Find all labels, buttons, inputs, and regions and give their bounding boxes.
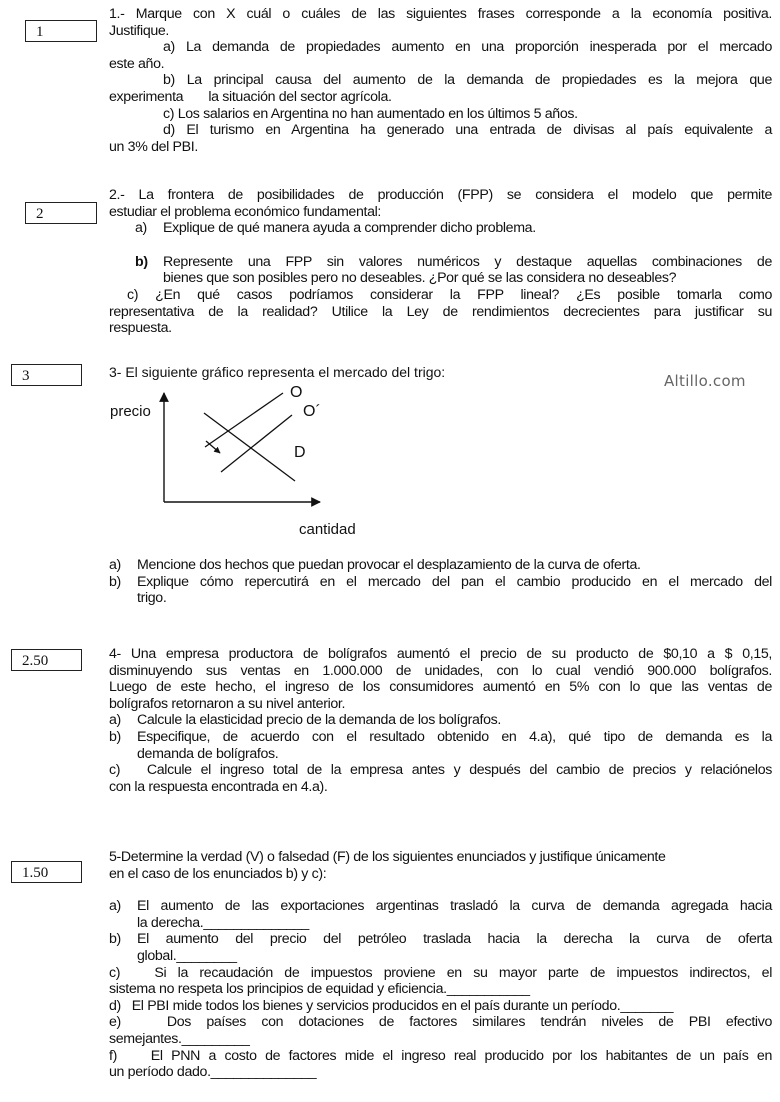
q5-item-a-text: El aumento de las exportaciones argentinas trasladó la curva de demanda agregada hacia — [137, 898, 772, 915]
q5-intro: 5-Determine la verdad (V) o falsedad (F) de los siguientes enunciados y justifique únicamente — [109, 849, 666, 865]
supply-demand-graph — [100, 370, 380, 545]
q5-item-b — [109, 931, 772, 964]
q5-item-b-answer-blank[interactable]: global.________ — [137, 947, 237, 964]
q5-item-f: f) El PNN a costo de factores mide el ingreso real producido por los habitantes de un país en — [109, 1047, 772, 1064]
question-4 — [109, 646, 772, 795]
q4-item-a-text: Calcule la elasticidad precio de la demanda de los bolígrafos. — [137, 712, 501, 729]
q3-intro: 3- El siguiente gráfico representa el mercado del trigo: — [109, 364, 446, 380]
q1-intro: 1.- Marque con X cuál o cuáles de las siguientes frases corresponde a la economía positiva. — [109, 6, 772, 22]
q4-intro: 4- Una empresa productora de bolígrafos aumentó el precio de su producto de $0,10 a $ 0,15, — [109, 646, 772, 662]
supply-curve-o — [205, 393, 283, 447]
curve-label-d: D — [294, 444, 306, 461]
score-box-q5[interactable]: 1.50 — [11, 861, 82, 883]
q4-item-b — [109, 729, 772, 762]
q1-option-b: b) La principal causa del aumento de la demanda de propiedades es la mejora que — [163, 72, 772, 89]
q5-item-e: e) Dos países con dotaciones de factores similares tendrán niveles de PBI efectivo — [109, 1014, 772, 1031]
q2-intro-cont: estudiar el problema económico fundamental: — [109, 203, 382, 220]
q2-item-c: c) ¿En qué casos podríamos considerar la FPP lineal? ¿Es posible tomarla como — [127, 286, 772, 303]
q5-item-c-answer-blank[interactable]: sistema no respeta los principios de equidad y eficiencia.___________ — [109, 981, 530, 998]
q2-item-b-text: Represente una FPP sin valores numéricos y destaque aquellas combinaciones de — [163, 253, 772, 270]
q3-item-b — [109, 574, 772, 607]
q2-item-b-text-cont: bienes que son posibles pero no deseables. ¿Por qué se las considera no deseables? — [163, 270, 677, 287]
q2-item-a-label: a) — [135, 220, 147, 237]
q1-intro-cont: Justifique. — [109, 22, 170, 39]
q4-item-a-label: a) — [109, 712, 121, 729]
score-box-q3[interactable]: 3 — [11, 364, 82, 386]
q1-option-d-cont: un 3% del PBI. — [109, 138, 198, 155]
q1-option-c: c) Los salarios en Argentina no han aumentado en los últimos 5 años. — [163, 105, 578, 122]
q3-item-b-label: b) — [109, 573, 121, 590]
q5-item-d[interactable]: d) El PBI mide todos los bienes y servicios producidos en el país durante un período._______ — [109, 997, 674, 1014]
curve-label-o-prime: O´ — [303, 403, 321, 420]
x-axis-label: cantidad — [299, 521, 356, 538]
q5-item-f-answer-blank[interactable]: un período dado.______________ — [109, 1064, 317, 1081]
q1-option-b-cont: experimenta la situación del sector agrícola. — [109, 88, 392, 105]
q2-item-c-cont: representativa de la realidad? Utilice la Ley de rendimientos decrecientes para justificar su — [109, 303, 772, 320]
question-5 — [109, 849, 772, 1081]
q4-intro-l4: bolígrafos retornaron a su nivel anterior. — [109, 695, 346, 712]
q2-intro: 2.- La frontera de posibilidades de producción (FPP) se considera el modelo que permite — [109, 187, 772, 203]
q2-item-a-text: Explique de qué manera ayuda a comprender dicho problema. — [163, 220, 536, 237]
watermark: Altillo.com — [664, 372, 746, 390]
q4-item-a — [109, 712, 772, 729]
score-box-q2[interactable]: 2 — [25, 202, 97, 224]
q3-item-a — [109, 557, 772, 574]
q3-item-a-label: a) — [109, 557, 121, 573]
q5-item-c: c) Si la recaudación de impuestos proviene en su mayor parte de impuestos indirectos, el — [109, 964, 772, 981]
q2-item-a — [135, 220, 772, 237]
q2-item-c-cont2: respuesta. — [109, 320, 172, 337]
question-1 — [109, 6, 772, 155]
q5-intro-cont: en el caso de los enunciados b) y c): — [109, 865, 327, 882]
q3-item-b-text-cont: trigo. — [137, 590, 167, 607]
q2-item-b-label: b) — [135, 253, 148, 270]
q4-item-b-text: Especifique, de acuerdo con el resultado obtenido en 4.a), qué tipo de demanda es la — [137, 728, 772, 745]
q3-item-b-text: Explique cómo repercutirá en el mercado del pan el cambio producido en el mercado del — [137, 573, 772, 590]
question-2 — [109, 187, 772, 337]
score-box-q1[interactable]: 1 — [25, 20, 97, 42]
q4-intro-l2: disminuyendo sus ventas en 1.000.000 de unidades, con lo cual vendió 900.000 bolígrafos. — [109, 662, 772, 679]
q5-item-a — [109, 898, 772, 931]
q4-item-b-label: b) — [109, 728, 121, 745]
y-axis-label: precio — [110, 403, 151, 420]
curve-label-o: O — [290, 384, 303, 401]
q5-item-b-text: El aumento del precio del petróleo traslada hacia la derecha la curva de oferta — [137, 931, 772, 948]
score-box-q4[interactable]: 2.50 — [11, 649, 82, 671]
q2-item-b — [135, 254, 772, 287]
q5-item-a-answer-blank[interactable]: la derecha.______________ — [137, 914, 309, 931]
q3-item-a-text: Mencione dos hechos que puedan provocar el desplazamiento de la curva de oferta. — [137, 557, 641, 573]
q1-option-a: a) La demanda de propiedades aumento en una proporción inesperada por el mercado — [163, 39, 772, 56]
q3-items — [109, 557, 772, 607]
q1-option-d: d) El turismo en Argentina ha generado una entrada de divisas al país equivalente a — [163, 122, 772, 139]
q5-item-b-label: b) — [109, 931, 121, 948]
q5-item-a-label: a) — [109, 898, 121, 915]
q5-item-e-answer-blank[interactable]: semejantes._________ — [109, 1030, 250, 1047]
q4-item-c: c) Calcule el ingreso total de la empresa antes y después del cambio de precios y relaciónelos — [109, 762, 772, 779]
q4-item-b-text-cont: demanda de bolígrafos. — [137, 745, 279, 762]
supply-curve-o-prime — [221, 415, 292, 472]
q4-intro-l3: Luego de este hecho, el ingreso de los consumidores aumentó en 5% con lo que las ventas de — [109, 679, 772, 696]
q1-option-a-cont: este año. — [109, 55, 165, 72]
q4-item-c-cont: con la respuesta encontrada en 4.a). — [109, 778, 328, 795]
shift-arrow-icon — [206, 441, 220, 453]
